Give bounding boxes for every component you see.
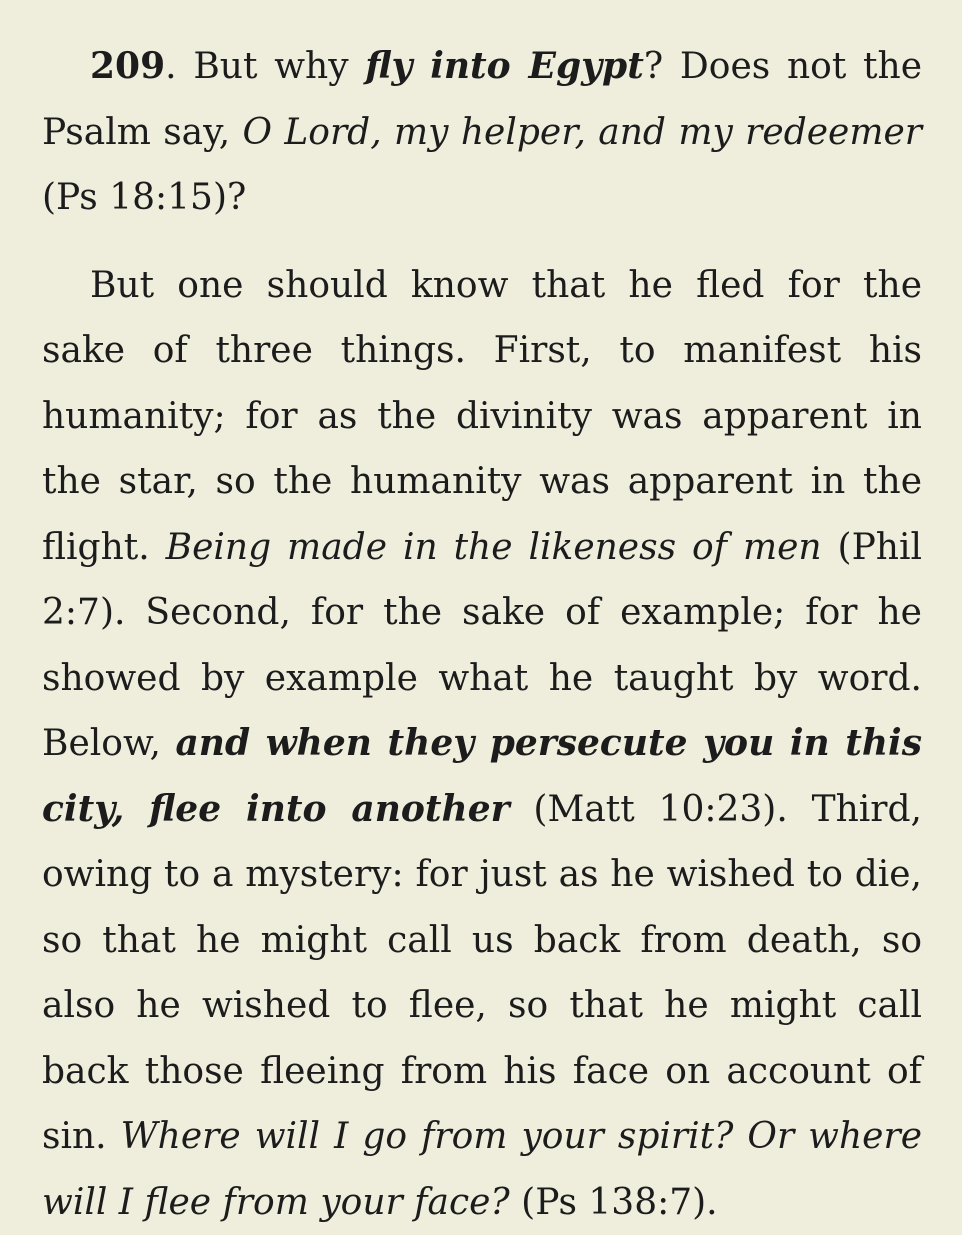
section-number: 209 [90,45,165,87]
scripture-quote: Where will I go from your spirit? Or where will I flee from your face? [42,1116,922,1223]
text-segment: ? Does not the Psalm say, [42,46,922,153]
lemma-emphasis: fly into Egypt [365,45,644,87]
lemma-emphasis: and when they persecute you in this city, flee into another [42,722,922,830]
text-segment: But one should know that he fled for the sake of three things. First, to manifest his humanity; for as the divinity was apparent in the star, so the humanity was apparent in the flight. [42,265,922,568]
scripture-quote: Being made in the likeness of men [166,527,822,568]
document-page [42,34,922,1235]
text-segment: (Phil 2:7). Second, for the sake of example; for he showed by example what he taught by word. Below, [42,527,922,765]
scripture-citation: (Ps 18:15)? [42,177,246,218]
paragraph-209-question [42,34,922,231]
scripture-quote: O Lord, my helper, and my redeemer [243,112,922,153]
text-segment: (Matt 10:23). Third, owing to a mystery: for just as he wished to die, so that he might call us back from death, so also he wished to flee, so that he might call back those fleeing from his face on account of sin. [42,789,922,1158]
paragraph-209-answer [42,253,922,1235]
scripture-citation: (Ps 138:7). [510,1182,718,1223]
text-segment: . But why [165,46,365,87]
